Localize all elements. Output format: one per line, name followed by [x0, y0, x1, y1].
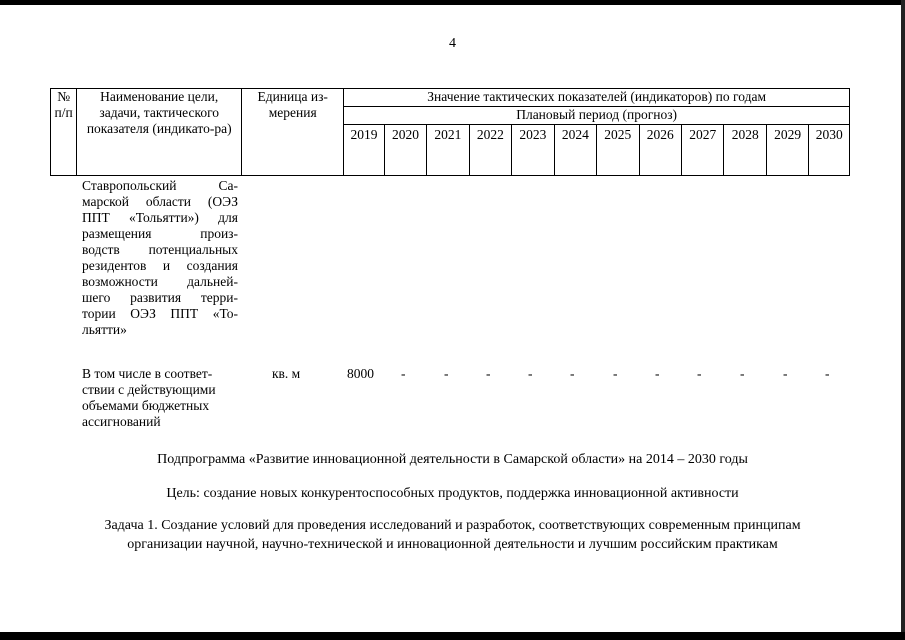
- year-value: -: [486, 366, 491, 381]
- name-line: ствии с действующими: [82, 382, 216, 397]
- year-value: -: [613, 366, 618, 381]
- name-line: льятти»: [82, 322, 127, 337]
- row2-unit: кв. м: [272, 366, 301, 381]
- subprogram-title: Подпрограмма «Развитие инновационной деятельности в Самарской области» на 2014 – 2030 годы: [157, 452, 748, 467]
- row2-indicator-name: [82, 366, 242, 430]
- header-year: 2021: [427, 125, 469, 176]
- year-value: -: [783, 366, 788, 381]
- header-year: 2027: [682, 125, 724, 176]
- name-line: В том числе в соответ-: [82, 366, 213, 381]
- year-value: -: [740, 366, 745, 381]
- row1-indicator-name: [82, 178, 238, 338]
- header-year: 2020: [384, 125, 426, 176]
- header-year: 2022: [469, 125, 511, 176]
- name-line: резидентов и создания: [82, 258, 238, 273]
- row2-values: [340, 366, 850, 384]
- header-year: 2029: [766, 125, 808, 176]
- header-year: 2026: [639, 125, 681, 176]
- header-period: Плановый период (прогноз): [344, 107, 850, 125]
- year-value: -: [444, 366, 449, 381]
- name-line: Ставропольский Са-: [82, 178, 238, 193]
- name-line: размещения произ-: [82, 226, 238, 241]
- page-number: 4: [449, 36, 456, 51]
- name-line: марской области (ОЭЗ: [82, 194, 238, 209]
- name-line: водств потенциальных: [82, 242, 238, 257]
- header-year: 2030: [809, 125, 850, 176]
- scan-top-border: [0, 0, 905, 5]
- header-num-cell: № п/п: [51, 89, 77, 176]
- goal-text: Цель: создание новых конкурентоспособных продуктов, поддержка инновационной активности: [166, 486, 739, 501]
- year-value: -: [697, 366, 702, 381]
- header-unit-cell: Единица из-мерения: [242, 89, 344, 176]
- year-value: -: [570, 366, 575, 381]
- task-line-1: Задача 1. Создание условий для проведения исследований и разработок, соответствующих современным принципам: [104, 518, 801, 533]
- name-line: шего развития терри-: [82, 290, 238, 305]
- indicators-table-header: [50, 88, 850, 176]
- name-line: объемами бюджетных: [82, 398, 210, 413]
- name-line: возможности дальней-: [82, 274, 238, 289]
- header-year: 2025: [597, 125, 639, 176]
- year-value: -: [825, 366, 830, 381]
- scan-bottom-border: [0, 632, 905, 640]
- name-line: ассигнований: [82, 414, 161, 429]
- year-value: -: [528, 366, 533, 381]
- header-year: 2024: [554, 125, 596, 176]
- header-name-cell: Наименование цели, задачи, тактического показателя (индикато-ра): [77, 89, 242, 176]
- year-value: 8000: [347, 366, 374, 381]
- name-line: ППТ «Тольятти») для: [82, 210, 238, 225]
- year-value: -: [401, 366, 406, 381]
- name-line: тории ОЭЗ ППТ «То-: [82, 306, 238, 321]
- header-values-title: Значение тактических показателей (индикаторов) по годам: [344, 89, 850, 107]
- header-year: 2023: [512, 125, 554, 176]
- header-year: 2019: [344, 125, 384, 176]
- header-year: 2028: [724, 125, 766, 176]
- year-value: -: [655, 366, 660, 381]
- task-line-2: организации научной, научно-технической и инновационной деятельности и лучшим российским практикам: [127, 537, 778, 552]
